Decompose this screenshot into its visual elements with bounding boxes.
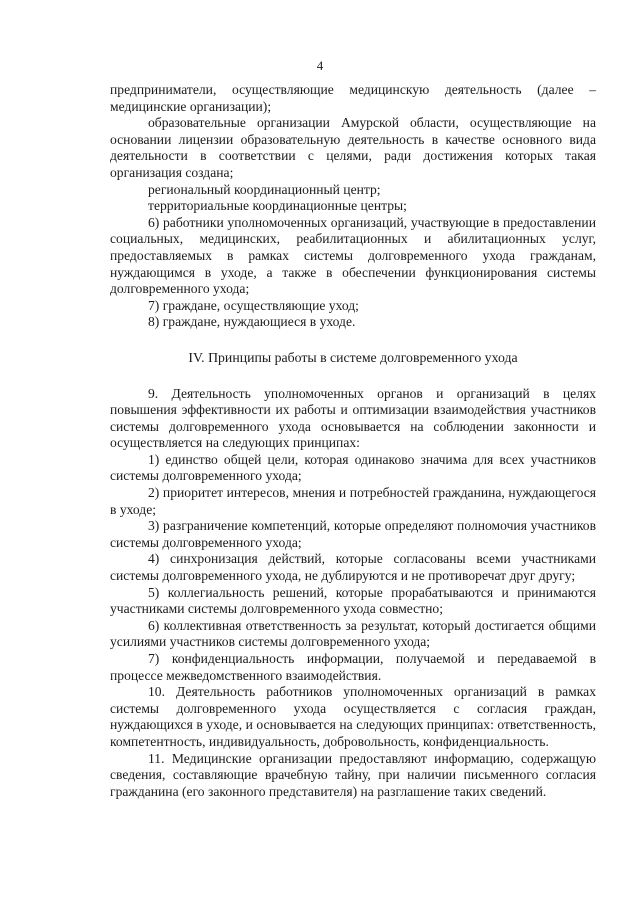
paragraph: предприниматели, осуществляющие медицинскую деятельность (далее – медицинские организации); [110, 82, 596, 114]
list-item: 8) граждане, нуждающиеся в уходе. [148, 314, 356, 330]
list-item: 5) коллегиальность решений, которые прорабатываются и принимаются участниками системы долговременного ухода совместно; [110, 584, 596, 617]
list-item: 6) коллективная ответственность за результат, который достигается общими усилиями участников системы долговременного ухода; [110, 617, 596, 650]
list-item: 1) единство общей цели, которая одинаково значима для всех участников системы долговременного ухода; [110, 451, 596, 484]
paragraph: региональный координационный центр; [148, 181, 381, 197]
list-item: 7) граждане, осуществляющие уход; [148, 297, 359, 313]
document-body [110, 82, 596, 800]
paragraph: образовательные организации Амурской области, осуществляющие на основании лицензии образовательную деятельность в качестве основного вида деятельности в соответствии с целями, ради достижения которых такая организация создана; [110, 115, 596, 180]
paragraph: территориальные координационные центры; [148, 198, 407, 214]
list-item: 3) разграничение компетенций, которые определяют полномочия участников системы долговременного ухода; [110, 518, 596, 550]
section-heading: IV. Принципы работы в системе долговременного ухода [188, 349, 518, 365]
page-number: 4 [316, 58, 324, 73]
list-item: 4) синхронизация действий, которые согласованы всеми участниками системы долговременного ухода, не дублируются и не противоречат друг другу; [110, 551, 596, 584]
list-item: 7) конфиденциальность информации, получаемой и передаваемой в процессе межведомственного взаимодействия. [110, 651, 596, 683]
list-item: 2) приоритет интересов, мнения и потребностей гражданина, нуждающегося в уходе; [110, 485, 596, 517]
paragraph: 9. Деятельность уполномоченных органов и организаций в целях повышения эффективности их работы и оптимизации взаимодействия участников системы долговременного ухода основывается на соблюдении законности и осуществляется на следующих принципах: [110, 385, 596, 451]
paragraph: 11. Медицинские организации предоставляют информацию, содержащую сведения, составляющие врачебную тайну, при наличии письменного согласия гражданина (его законного представителя) на разглашение таких сведений. [110, 750, 596, 799]
list-item: 6) работники уполномоченных организаций, участвующие в предоставлении социальных, медицинских, реабилитационных и абилитационных услуг, предоставляемых в рамках системы долговременного ухода гражданам, нуждающимся в уходе, а также в обеспечении функционирования системы долговременного ухода; [110, 214, 596, 297]
paragraph: 10. Деятельность работников уполномоченных организаций в рамках системы долговременного ухода осуществляется с согласия граждан, нуждающихся в уходе, и основывается на следующих принципах: ответственность, компетентность, индивидуальность, добровольность, конфиденциальность. [110, 684, 596, 749]
